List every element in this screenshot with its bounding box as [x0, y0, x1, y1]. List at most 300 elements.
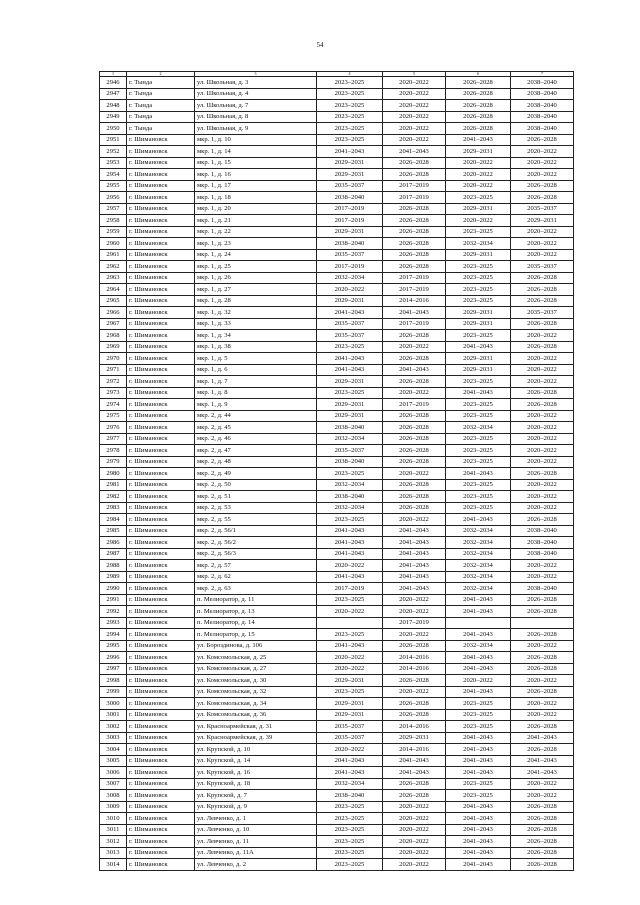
period-cell-4: 2038–2040 [317, 192, 383, 204]
address-cell: мкр. 1, д. 10 [195, 134, 317, 146]
period-cell-4: 2029–2031 [317, 675, 383, 687]
period-cell-4: 2023–2025 [317, 123, 383, 135]
table-row [100, 433, 574, 445]
period-cell-7: 2020–2022 [511, 330, 574, 342]
period-cell-7: 2029–2031 [511, 215, 574, 227]
period-cell-5: 2020–2022 [383, 88, 446, 100]
address-cell: мкр. 2, д. 55 [195, 514, 317, 526]
period-cell-6: 2041–2043 [446, 652, 511, 664]
period-cell-5: 2020–2022 [383, 387, 446, 399]
period-cell-5: 2020–2022 [383, 594, 446, 606]
locality-cell: г. Шимановск [127, 157, 195, 169]
table-row [100, 364, 574, 376]
locality-cell: г. Шимановск [127, 284, 195, 296]
period-cell-7: 2020–2022 [511, 698, 574, 710]
period-cell-4: 2017–2019 [317, 215, 383, 227]
table-row [100, 261, 574, 273]
locality-cell: г. Шимановск [127, 744, 195, 756]
table-row [100, 226, 574, 238]
period-cell-6: 2026–2028 [446, 88, 511, 100]
locality-cell: г. Шимановск [127, 341, 195, 353]
table-row [100, 77, 574, 89]
period-cell-4: 2023–2025 [317, 341, 383, 353]
locality-cell: г. Шимановск [127, 353, 195, 365]
address-cell: ул. Комсомольская, д. 34 [195, 698, 317, 710]
locality-cell: г. Шимановск [127, 422, 195, 434]
locality-cell: г. Шимановск [127, 606, 195, 618]
row-number: 2973 [100, 387, 127, 399]
table-row [100, 318, 574, 330]
locality-cell: г. Шимановск [127, 249, 195, 261]
table-row [100, 778, 574, 790]
table-row [100, 192, 574, 204]
period-cell-4: 2023–2025 [317, 847, 383, 859]
row-number: 2948 [100, 100, 127, 112]
row-number: 2980 [100, 468, 127, 480]
period-cell-6: 2023–2025 [446, 330, 511, 342]
schedule-table [99, 71, 574, 871]
row-number: 2962 [100, 261, 127, 273]
table-row [100, 525, 574, 537]
period-cell-4: 2041–2043 [317, 307, 383, 319]
address-cell: мкр. 2, д. 53 [195, 502, 317, 514]
period-cell-7: 2020–2022 [511, 640, 574, 652]
period-cell-7: 2026–2028 [511, 721, 574, 733]
period-cell-6 [446, 617, 511, 629]
locality-cell: г. Шимановск [127, 215, 195, 227]
table-row [100, 180, 574, 192]
address-cell: мкр. 1, д. 18 [195, 192, 317, 204]
address-cell: п. Мелиоратор, д. 15 [195, 629, 317, 641]
period-cell-5: 2020–2022 [383, 801, 446, 813]
period-cell-6: 2041–2043 [446, 813, 511, 825]
table-row [100, 583, 574, 595]
period-cell-6: 2041–2043 [446, 732, 511, 744]
locality-cell: г. Шимановск [127, 767, 195, 779]
period-cell-5: 2041–2043 [383, 307, 446, 319]
table-row [100, 353, 574, 365]
period-cell-7: 2026–2028 [511, 514, 574, 526]
locality-cell: г. Шимановск [127, 790, 195, 802]
period-cell-5: 2020–2022 [383, 859, 446, 871]
table-row [100, 215, 574, 227]
table-row [100, 422, 574, 434]
row-number: 2969 [100, 341, 127, 353]
address-cell: мкр. 2, д. 46 [195, 433, 317, 445]
period-cell-7: 2041–2043 [511, 767, 574, 779]
period-cell-5: 2020–2022 [383, 836, 446, 848]
row-number: 2974 [100, 399, 127, 411]
locality-cell: г. Шимановск [127, 376, 195, 388]
period-cell-6: 2032–2034 [446, 583, 511, 595]
locality-cell: г. Шимановск [127, 410, 195, 422]
row-number: 2990 [100, 583, 127, 595]
period-cell-5: 2014–2016 [383, 663, 446, 675]
locality-cell: г. Шимановск [127, 571, 195, 583]
period-cell-6: 2041–2043 [446, 663, 511, 675]
period-cell-7: 2026–2028 [511, 295, 574, 307]
address-cell: мкр. 2, д. 51 [195, 491, 317, 503]
row-number: 2978 [100, 445, 127, 457]
locality-cell: г. Шимановск [127, 169, 195, 181]
row-number: 3006 [100, 767, 127, 779]
row-number: 2964 [100, 284, 127, 296]
address-cell: мкр. 2, д. 57 [195, 560, 317, 572]
locality-cell: г. Шимановск [127, 364, 195, 376]
period-cell-6: 2023–2025 [446, 272, 511, 284]
locality-cell: г. Шимановск [127, 640, 195, 652]
address-cell: мкр. 2, д. 56/1 [195, 525, 317, 537]
period-cell-4: 2035–2037 [317, 330, 383, 342]
address-cell: ул. Крупской, д. 10 [195, 744, 317, 756]
period-cell-4: 2032–2034 [317, 272, 383, 284]
period-cell-7: 2026–2028 [511, 629, 574, 641]
table-row [100, 859, 574, 871]
period-cell-5: 2020–2022 [383, 813, 446, 825]
period-cell-6: 2041–2043 [446, 755, 511, 767]
row-number: 2988 [100, 560, 127, 572]
period-cell-4: 2023–2025 [317, 686, 383, 698]
locality-cell: г. Тында [127, 111, 195, 123]
period-cell-5: 2041–2043 [383, 755, 446, 767]
period-cell-7: 2038–2040 [511, 88, 574, 100]
period-cell-5: 2026–2028 [383, 502, 446, 514]
locality-cell: г. Шимановск [127, 583, 195, 595]
address-cell: п. Мелиоратор, д. 11 [195, 594, 317, 606]
address-cell: ул. Комсомольская, д. 32 [195, 686, 317, 698]
row-number: 2970 [100, 353, 127, 365]
row-number: 3008 [100, 790, 127, 802]
address-cell: мкр. 1, д. 33 [195, 318, 317, 330]
row-number: 2963 [100, 272, 127, 284]
table-row [100, 341, 574, 353]
period-cell-5: 2026–2028 [383, 330, 446, 342]
period-cell-7: 2041–2043 [511, 732, 574, 744]
locality-cell: г. Шимановск [127, 732, 195, 744]
period-cell-6: 2023–2025 [446, 226, 511, 238]
address-cell: мкр. 1, д. 17 [195, 180, 317, 192]
column-header: 3 [195, 72, 317, 77]
row-number: 2977 [100, 433, 127, 445]
address-cell: мкр. 1, д. 24 [195, 249, 317, 261]
table-body [100, 77, 574, 871]
address-cell: ул. Левченко, д. 1 [195, 813, 317, 825]
locality-cell: г. Шимановск [127, 445, 195, 457]
period-cell-7: 2026–2028 [511, 387, 574, 399]
locality-cell: г. Шимановск [127, 238, 195, 250]
period-cell-7: 2026–2028 [511, 847, 574, 859]
period-cell-4: 2029–2031 [317, 410, 383, 422]
row-number: 2989 [100, 571, 127, 583]
period-cell-7: 2020–2022 [511, 146, 574, 158]
locality-cell: г. Шимановск [127, 456, 195, 468]
period-cell-4: 2038–2040 [317, 422, 383, 434]
row-number: 2952 [100, 146, 127, 158]
period-cell-4: 2023–2025 [317, 594, 383, 606]
period-cell-6: 2041–2043 [446, 594, 511, 606]
column-header: 2 [127, 72, 195, 77]
row-number: 2957 [100, 203, 127, 215]
row-number: 3010 [100, 813, 127, 825]
period-cell-4: 2038–2040 [317, 790, 383, 802]
table-row [100, 169, 574, 181]
row-number: 2979 [100, 456, 127, 468]
row-number: 2975 [100, 410, 127, 422]
period-cell-5: 2026–2028 [383, 169, 446, 181]
locality-cell: г. Шимановск [127, 180, 195, 192]
address-cell: мкр. 1, д. 20 [195, 203, 317, 215]
period-cell-6: 2023–2025 [446, 456, 511, 468]
period-cell-5: 2020–2022 [383, 606, 446, 618]
address-cell: мкр. 1, д. 27 [195, 284, 317, 296]
table-row [100, 134, 574, 146]
period-cell-7 [511, 617, 574, 629]
period-cell-4: 2032–2034 [317, 479, 383, 491]
table-row [100, 709, 574, 721]
table-row [100, 295, 574, 307]
period-cell-6: 2026–2028 [446, 111, 511, 123]
period-cell-5: 2026–2028 [383, 203, 446, 215]
table-row [100, 594, 574, 606]
address-cell: мкр. 2, д. 50 [195, 479, 317, 491]
address-cell: мкр. 1, д. 28 [195, 295, 317, 307]
locality-cell: г. Шимановск [127, 709, 195, 721]
period-cell-6: 2032–2034 [446, 238, 511, 250]
period-cell-7: 2026–2028 [511, 663, 574, 675]
table-row [100, 387, 574, 399]
period-cell-5: 2026–2028 [383, 778, 446, 790]
locality-cell: г. Шимановск [127, 261, 195, 273]
table-row [100, 479, 574, 491]
period-cell-6: 2041–2043 [446, 836, 511, 848]
locality-cell: г. Шимановск [127, 721, 195, 733]
period-cell-6: 2020–2022 [446, 157, 511, 169]
period-cell-6: 2041–2043 [446, 801, 511, 813]
period-cell-6: 2032–2034 [446, 571, 511, 583]
row-number: 2981 [100, 479, 127, 491]
period-cell-5: 2041–2043 [383, 537, 446, 549]
period-cell-5: 2014–2016 [383, 295, 446, 307]
period-cell-6: 2023–2025 [446, 709, 511, 721]
period-cell-7: 2020–2022 [511, 778, 574, 790]
locality-cell: г. Шимановск [127, 675, 195, 687]
address-cell: мкр. 1, д. 7 [195, 376, 317, 388]
period-cell-5: 2017–2019 [383, 318, 446, 330]
period-cell-4: 2029–2031 [317, 709, 383, 721]
period-cell-5: 2026–2028 [383, 640, 446, 652]
period-cell-4: 2020–2022 [317, 652, 383, 664]
address-cell: мкр. 1, д. 26 [195, 272, 317, 284]
table-row [100, 238, 574, 250]
address-cell: мкр. 1, д. 21 [195, 215, 317, 227]
period-cell-6: 2020–2022 [446, 675, 511, 687]
period-cell-7: 2026–2028 [511, 744, 574, 756]
period-cell-7: 2038–2040 [511, 537, 574, 549]
period-cell-6: 2023–2025 [446, 778, 511, 790]
address-cell: ул. Школьная, д. 4 [195, 88, 317, 100]
locality-cell: г. Шимановск [127, 755, 195, 767]
period-cell-4: 2032–2034 [317, 433, 383, 445]
period-cell-4: 2041–2043 [317, 767, 383, 779]
table-row [100, 399, 574, 411]
address-cell: ул. Левченко, д. 11А [195, 847, 317, 859]
period-cell-7: 2026–2028 [511, 468, 574, 480]
period-cell-6: 2020–2022 [446, 180, 511, 192]
period-cell-7: 2020–2022 [511, 675, 574, 687]
row-number: 2955 [100, 180, 127, 192]
table-row [100, 157, 574, 169]
period-cell-4: 2041–2043 [317, 640, 383, 652]
address-cell: ул. Комсомольская, д. 36 [195, 709, 317, 721]
period-cell-5: 2041–2043 [383, 548, 446, 560]
locality-cell: г. Шимановск [127, 836, 195, 848]
address-cell: ул. Комсомольская, д. 27 [195, 663, 317, 675]
period-cell-6: 2029–2031 [446, 146, 511, 158]
row-number: 2999 [100, 686, 127, 698]
locality-cell: г. Шимановск [127, 629, 195, 641]
period-cell-4: 2038–2040 [317, 491, 383, 503]
row-number: 2953 [100, 157, 127, 169]
address-cell: мкр. 1, д. 23 [195, 238, 317, 250]
locality-cell: г. Шимановск [127, 801, 195, 813]
period-cell-4 [317, 617, 383, 629]
period-cell-6: 2041–2043 [446, 514, 511, 526]
address-cell: мкр. 1, д. 16 [195, 169, 317, 181]
period-cell-7: 2038–2040 [511, 77, 574, 89]
period-cell-6: 2026–2028 [446, 123, 511, 135]
period-cell-4: 2017–2019 [317, 203, 383, 215]
row-number: 3000 [100, 698, 127, 710]
period-cell-4: 2029–2031 [317, 399, 383, 411]
row-number: 2992 [100, 606, 127, 618]
period-cell-4: 2023–2025 [317, 88, 383, 100]
table-row [100, 721, 574, 733]
period-cell-4: 2035–2037 [317, 318, 383, 330]
period-cell-4: 2041–2043 [317, 364, 383, 376]
period-cell-5: 2041–2043 [383, 560, 446, 572]
row-number: 2996 [100, 652, 127, 664]
period-cell-7: 2026–2028 [511, 801, 574, 813]
period-cell-7: 2026–2028 [511, 859, 574, 871]
table-row [100, 456, 574, 468]
period-cell-7: 2038–2040 [511, 123, 574, 135]
period-cell-4: 2020–2022 [317, 663, 383, 675]
table-row [100, 468, 574, 480]
locality-cell: г. Шимановск [127, 307, 195, 319]
period-cell-5: 2026–2028 [383, 456, 446, 468]
period-cell-4: 2023–2025 [317, 514, 383, 526]
row-number: 2960 [100, 238, 127, 250]
period-cell-4: 2023–2025 [317, 629, 383, 641]
period-cell-4: 2035–2037 [317, 180, 383, 192]
table-row [100, 410, 574, 422]
address-cell: ул. Крупской, д. 14 [195, 755, 317, 767]
period-cell-6: 2023–2025 [446, 502, 511, 514]
period-cell-4: 2041–2043 [317, 548, 383, 560]
table-row [100, 307, 574, 319]
row-number: 2954 [100, 169, 127, 181]
period-cell-7: 2020–2022 [511, 353, 574, 365]
row-number: 2972 [100, 376, 127, 388]
row-number: 2993 [100, 617, 127, 629]
address-cell: ул. Левченко, д. 11 [195, 836, 317, 848]
period-cell-4: 2041–2043 [317, 525, 383, 537]
row-number: 2995 [100, 640, 127, 652]
locality-cell: г. Шимановск [127, 192, 195, 204]
period-cell-5: 2017–2019 [383, 180, 446, 192]
row-number: 3007 [100, 778, 127, 790]
period-cell-6: 2029–2031 [446, 203, 511, 215]
table-row [100, 698, 574, 710]
column-header: 5 [383, 72, 446, 77]
period-cell-6: 2041–2043 [446, 606, 511, 618]
address-cell: мкр. 1, д. 32 [195, 307, 317, 319]
period-cell-4: 2041–2043 [317, 146, 383, 158]
period-cell-5: 2020–2022 [383, 111, 446, 123]
address-cell: мкр. 1, д. 15 [195, 157, 317, 169]
period-cell-6: 2032–2034 [446, 525, 511, 537]
address-cell: ул. Левченко, д. 2 [195, 859, 317, 871]
table-row [100, 606, 574, 618]
table-row [100, 537, 574, 549]
period-cell-5: 2041–2043 [383, 364, 446, 376]
row-number: 2950 [100, 123, 127, 135]
period-cell-4: 2035–2037 [317, 721, 383, 733]
row-number: 2958 [100, 215, 127, 227]
period-cell-5: 2020–2022 [383, 341, 446, 353]
period-cell-7: 2035–2037 [511, 203, 574, 215]
period-cell-5: 2014–2016 [383, 744, 446, 756]
row-number: 3003 [100, 732, 127, 744]
period-cell-6: 2023–2025 [446, 376, 511, 388]
address-cell: мкр. 1, д. 9 [195, 399, 317, 411]
row-number: 2968 [100, 330, 127, 342]
period-cell-4: 2023–2025 [317, 824, 383, 836]
locality-cell: г. Тында [127, 77, 195, 89]
period-cell-4: 2041–2043 [317, 537, 383, 549]
period-cell-4: 2023–2025 [317, 77, 383, 89]
period-cell-6: 2029–2031 [446, 318, 511, 330]
period-cell-7: 2026–2028 [511, 192, 574, 204]
period-cell-7: 2020–2022 [511, 169, 574, 181]
locality-cell: г. Шимановск [127, 203, 195, 215]
period-cell-5: 2020–2022 [383, 134, 446, 146]
period-cell-7: 2041–2043 [511, 755, 574, 767]
period-cell-4: 2029–2031 [317, 157, 383, 169]
locality-cell: г. Шимановск [127, 502, 195, 514]
locality-cell: г. Шимановск [127, 594, 195, 606]
period-cell-5: 2026–2028 [383, 410, 446, 422]
period-cell-6: 2041–2043 [446, 387, 511, 399]
period-cell-7: 2020–2022 [511, 491, 574, 503]
row-number: 3013 [100, 847, 127, 859]
address-cell: ул. Школьная, д. 9 [195, 123, 317, 135]
address-cell: ул. Красноармейская, д. 31 [195, 721, 317, 733]
locality-cell: г. Шимановск [127, 560, 195, 572]
period-cell-5: 2020–2022 [383, 847, 446, 859]
period-cell-5: 2017–2019 [383, 272, 446, 284]
period-cell-7: 2020–2022 [511, 249, 574, 261]
period-cell-6: 2032–2034 [446, 422, 511, 434]
address-cell: ул. Комсомольская, д. 25 [195, 652, 317, 664]
address-cell: ул. Красноармейская, д. 39 [195, 732, 317, 744]
period-cell-5: 2020–2022 [383, 686, 446, 698]
period-cell-7: 2026–2028 [511, 652, 574, 664]
locality-cell: г. Шимановск [127, 525, 195, 537]
table-row [100, 100, 574, 112]
period-cell-5: 2020–2022 [383, 123, 446, 135]
row-number: 3011 [100, 824, 127, 836]
